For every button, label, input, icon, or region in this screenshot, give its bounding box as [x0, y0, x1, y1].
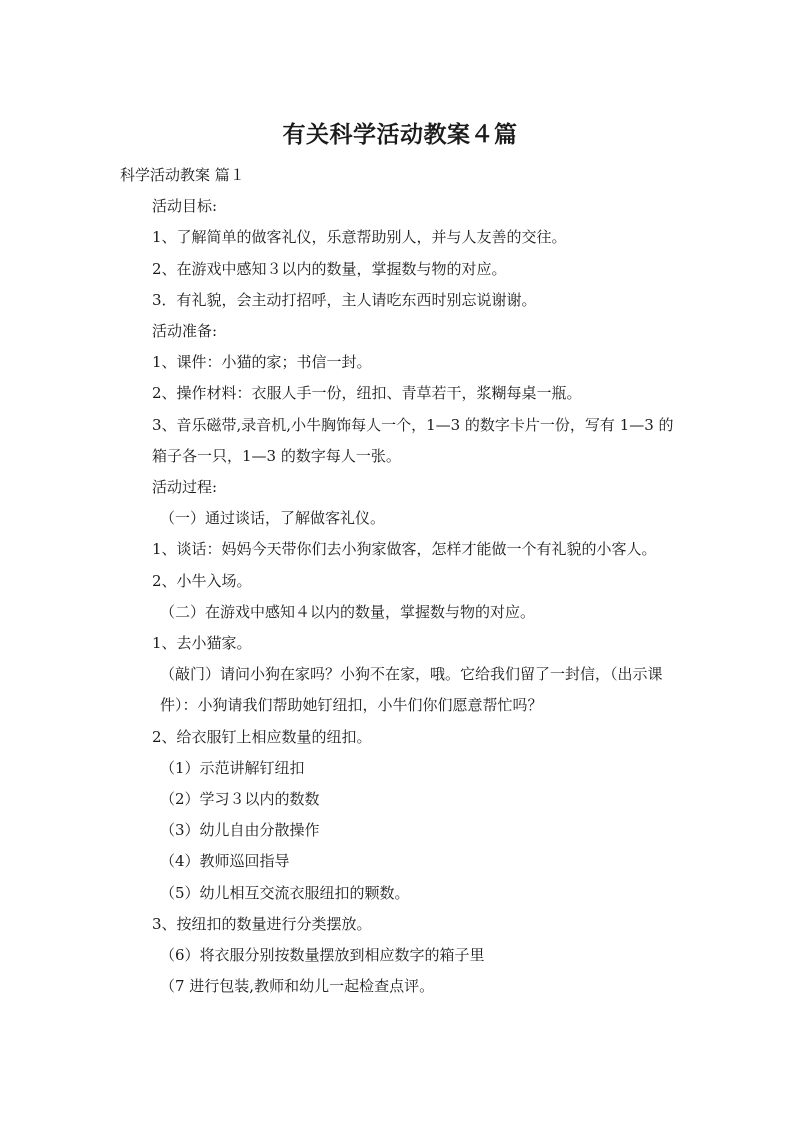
paragraph: 3、按纽扣的数量进行分类摆放。: [152, 914, 372, 933]
paragraph: （二）在游戏中感知４以内的数量，掌握数与物的对应。: [160, 602, 536, 621]
paragraph: 1、了解简单的做客礼仪，乐意帮助别人，并与人友善的交往。: [152, 228, 567, 247]
paragraph: 2、在游戏中感知３以内的数量，掌握数与物的对应。: [152, 259, 507, 278]
paragraph: 活动目标:: [152, 197, 218, 216]
section-heading: 科学活动教案 篇１: [120, 166, 245, 184]
document-body: [120, 160, 685, 1002]
paragraph: 1、去小猫家。: [152, 634, 252, 653]
paragraph: 活动准备:: [152, 322, 218, 341]
document-title: 有关科学活动教案４篇: [282, 122, 518, 148]
paragraph: （6）将衣服分别按数量摆放到相应数字的箱子里: [160, 946, 485, 965]
paragraph: （一）通过谈话，了解做客礼仪。: [160, 509, 386, 528]
paragraph: 1、课件：小猫的家；书信一封。: [152, 353, 372, 372]
paragraph: 2、给衣服钉上相应数量的纽扣。: [152, 727, 372, 746]
paragraph: （敲门）请问小狗在家吗？小狗不在家，哦。它给我们留了一封信，（出示课件）：小狗请我们帮助她钉纽扣，小牛们你们愿意帮忙吗？: [160, 665, 663, 715]
paragraph: （1）示范讲解钉纽扣: [160, 758, 305, 777]
paragraph: 3．有礼貌，会主动打招呼，主人请吃东西时别忘说谢谢。: [152, 290, 537, 309]
paragraph: （3）幼儿自由分散操作: [160, 821, 320, 840]
paragraph: （2）学习３以内的数数: [160, 790, 320, 809]
paragraph: 2、小牛入场。: [152, 571, 252, 590]
paragraph: 3、音乐磁带,录音机,小牛胸饰每人一个，1—3 的数字卡片一份，写有 1—3 的箱子各一只，1—3 的数字每人一张。: [152, 415, 674, 465]
paragraph: 1、谈话：妈妈今天带你们去小狗家做客，怎样才能做一个有礼貌的小客人。: [152, 540, 657, 559]
paragraph: （7 进行包装,教师和幼儿一起检查点评。: [160, 977, 435, 996]
paragraph: （4）教师巡回指导: [160, 852, 290, 871]
paragraph: 活动过程:: [152, 478, 218, 497]
paragraph: （5）幼儿相互交流衣服纽扣的颗数。: [160, 883, 410, 902]
paragraph: 2、操作材料：衣服人手一份，纽扣、青草若干，浆糊每桌一瓶。: [152, 384, 582, 403]
